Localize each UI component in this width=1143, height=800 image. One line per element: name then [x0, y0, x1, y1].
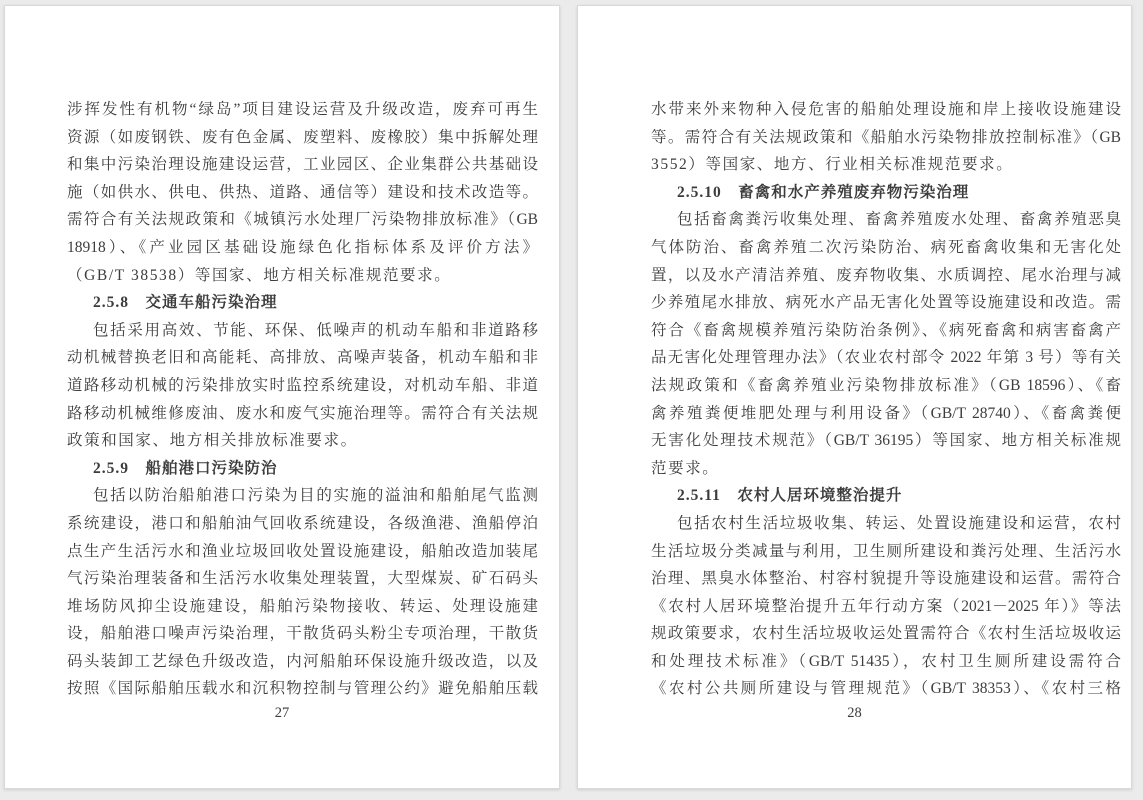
text-line: 包括农村生活垃圾收集、转运、处置设施建设和运营，农村 [677, 514, 1121, 532]
text-line: 品无害化处理管理办法》（农业农村部令 2022 年第 3 号）等有关 [651, 349, 1121, 367]
text-line: 路移动机械维修废油、废水和废气实施治理等。需符合有关法规 [67, 404, 538, 422]
page-28-text [651, 96, 1121, 703]
page-27 [4, 5, 560, 789]
text-line: 置，以及水产清洁养殖、废弃物收集、水质调控、尾水治理与减 [651, 266, 1121, 284]
page-28 [577, 5, 1132, 789]
text-line: 无害化处理技术规范》（GB/T 36195）等国家、地方相关标准规 [651, 432, 1121, 450]
text-line: 设，船舶港口噪声污染治理，干散货码头粉尘专项治理，干散货 [67, 625, 538, 643]
text-line: 治理、黑臭水体整治、村容村貌提升等设施建设和运营。需符合 [651, 570, 1121, 588]
text-line: 涉挥发性有机物“绿岛”项目建设运营及升级改造，废弃可再生 [67, 101, 538, 118]
text-line: 政策和国家、地方相关排放标准要求。 [67, 432, 358, 450]
text-line: 生活垃圾分类减量与利用，卫生厕所建设和粪污处理、生活污水 [651, 542, 1121, 560]
text-line: 施（如供水、供电、供热、道路、通信等）建设和技术改造等。 [67, 183, 538, 201]
text-line: 包括采用高效、节能、环保、低噪声的机动车船和非道路移 [93, 321, 538, 339]
text-line: 符合《畜禽规模养殖污染防治条例》、《病死畜禽和病害畜禽产 [651, 321, 1121, 339]
page-27-number: 27 [274, 705, 290, 721]
text-line: 需符合有关法规政策和《城镇污水处理厂污染物排放标准》（GB [67, 211, 538, 229]
text-line: 堆场防风抑尘设施建设，船舶污染物接收、转运、处理设施建 [67, 597, 538, 615]
text-line: 资源（如废钢铁、废有色金属、废塑料、废橡胶）集中拆解处理 [67, 128, 538, 146]
text-line: 《农村人居环境整治提升五年行动方案（2021－2025 年）》等法 [651, 597, 1121, 615]
text-line: 道路移动机械的污染排放实时监控系统建设，对机动车船、非道 [67, 376, 538, 394]
text-line: 规政策要求，农村生活垃圾收运处置需符合《农村生活垃圾收运 [651, 625, 1121, 643]
text-line: 少养殖尾水排放、病死水产品无害化处置等设施建设和改造。需 [651, 294, 1121, 312]
text-line: 气污染治理装备和生活污水收集处理装置，大型煤炭、矿石码头 [67, 570, 538, 588]
section-heading: 2.5.11 农村人居环境整治提升 [677, 487, 903, 505]
text-line: 按照《国际船舶压载水和沉积物控制与管理公约》避免船舶压载 [67, 680, 538, 698]
text-line: 等。需符合有关法规政策和《船舶水污染物排放控制标准》（GB [651, 128, 1121, 146]
text-line: 18918）、《产业园区基础设施绿色化指标体系及评价方法》 [67, 238, 538, 256]
text-line: 3552）等国家、地方、行业相关标准规范要求。 [651, 156, 1014, 174]
text-line: 动机械替换老旧和高能耗、高排放、高噪声装备，机动车船和非 [67, 349, 538, 367]
text-line: 法规政策和《畜禽养殖业污染物排放标准》（GB 18596）、《畜 [651, 376, 1121, 394]
text-line: 水带来外来物种入侵危害的船舶处理设施和岸上接收设施建设 [651, 101, 1121, 118]
text-line: 和处理技术标准》（GB/T 51435），农村卫生厕所建设需符合 [651, 652, 1121, 670]
text-line: （GB/T 38538）等国家、地方相关标准规范要求。 [67, 266, 452, 284]
section-heading: 2.5.8 交通车船污染治理 [93, 294, 278, 312]
section-heading: 2.5.9 船舶港口污染防治 [93, 459, 278, 477]
text-line: 点生产生活污水和渔业垃圾回收处置设施建设，船舶改造加装尾 [67, 542, 538, 560]
text-line: 气体防治、畜禽养殖二次污染防治、病死畜禽收集和无害化处 [651, 238, 1121, 256]
text-line: 系统建设，港口和船舶油气回收系统建设，各级渔港、渔船停泊 [67, 514, 538, 532]
page-27-text [67, 96, 538, 703]
section-heading: 2.5.10 畜禽和水产养殖废弃物污染治理 [677, 183, 970, 201]
text-line: 禽养殖粪便堆肥处理与利用设备》（GB/T 28740）、《畜禽粪便 [651, 404, 1121, 422]
text-line: 包括以防治船舶港口污染为目的实施的溢油和船舶尾气监测 [93, 487, 538, 505]
page-28-number: 28 [847, 705, 862, 721]
text-line: 范要求。 [651, 459, 720, 477]
text-line: 《农村公共厕所建设与管理规范》（GB/T 38353）、《农村三格 [651, 680, 1121, 698]
text-line: 包括畜禽粪污收集处理、畜禽养殖废水处理、畜禽养殖恶臭 [677, 211, 1121, 229]
text-line: 和集中污染治理设施建设运营，工业园区、企业集群公共基础设 [67, 156, 538, 174]
text-line: 码头装卸工艺绿色升级改造，内河船舶环保设施升级改造，以及 [67, 652, 538, 670]
